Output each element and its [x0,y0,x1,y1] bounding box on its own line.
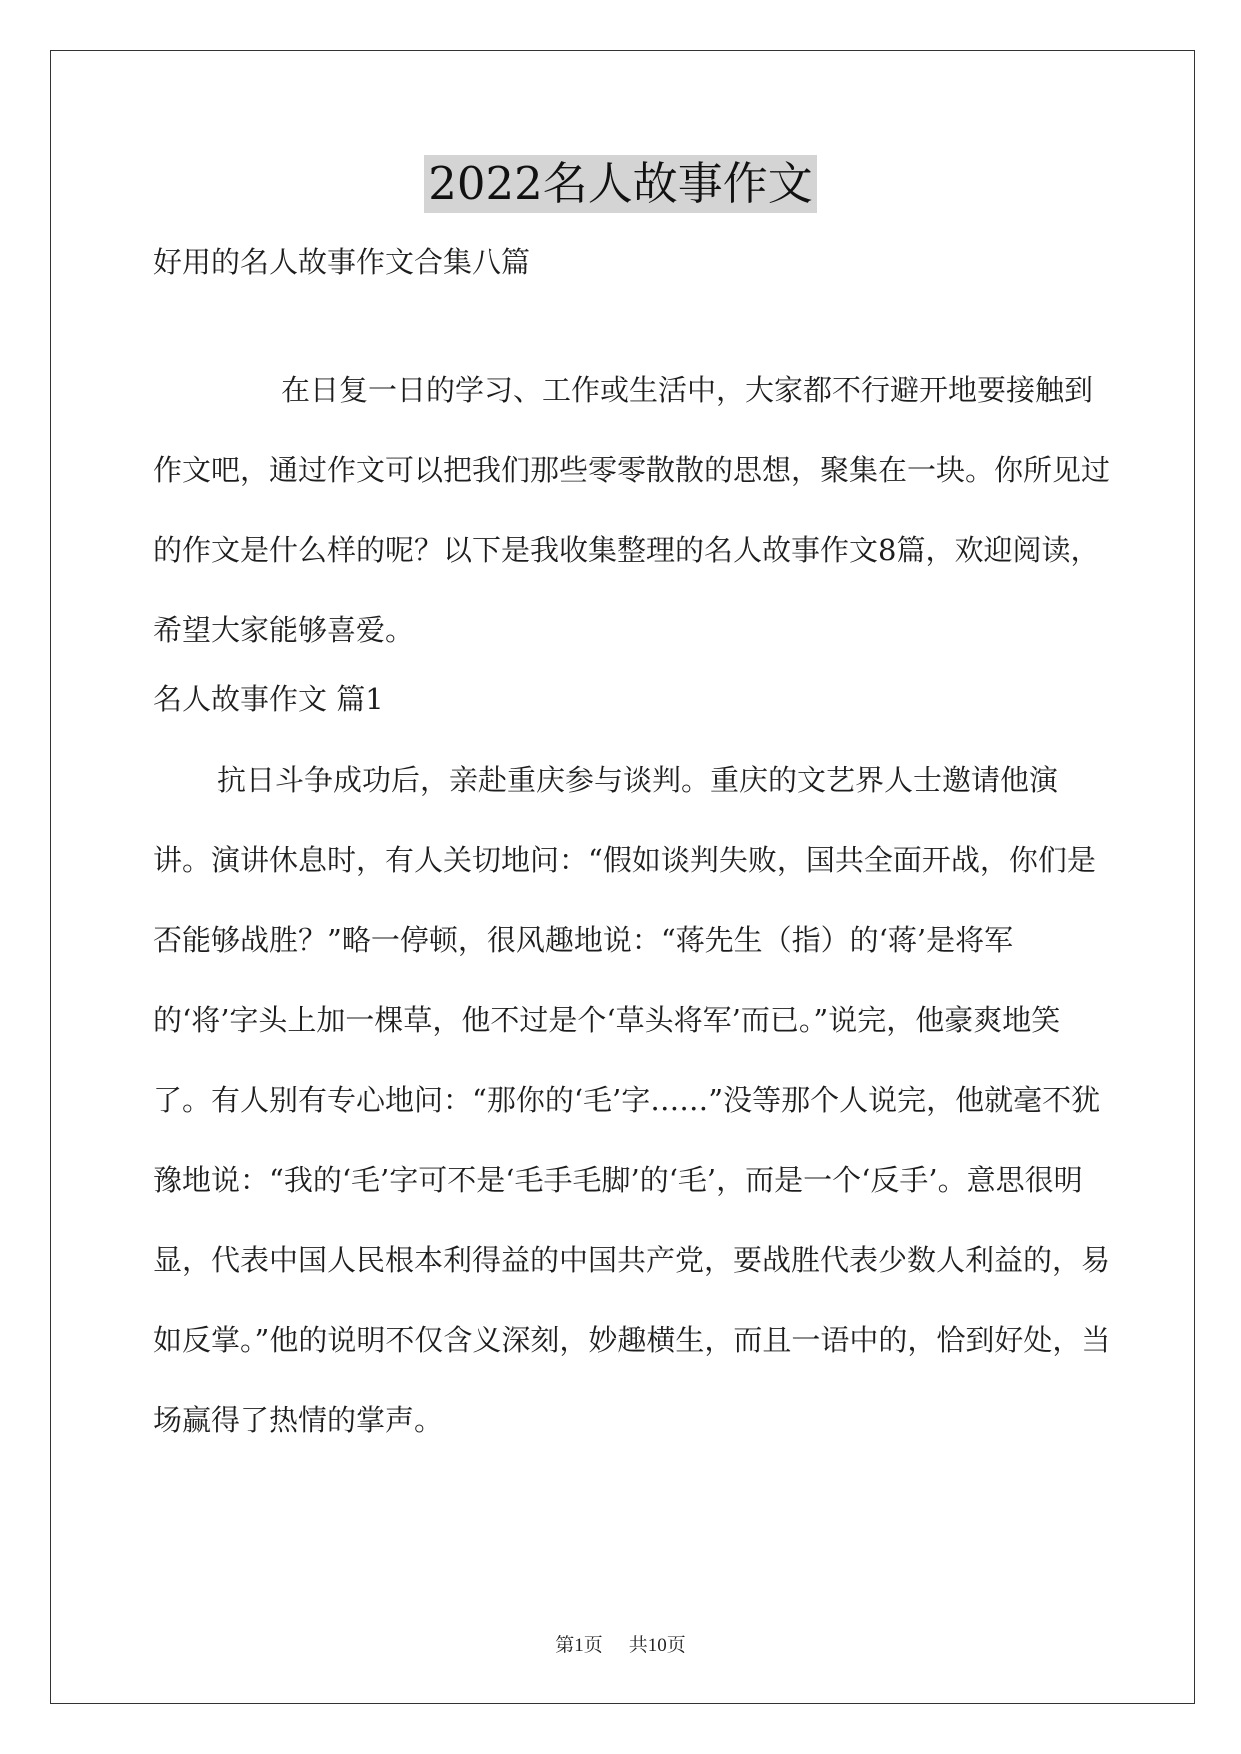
page-number-current: 第1页 [555,1635,603,1656]
document-subtitle: 好用的名人故事作文合集八篇 [153,245,531,279]
page-footer [0,1630,1241,1657]
page-number-total: 共10页 [628,1635,686,1656]
section-heading: 名人故事作文 篇1 [153,682,384,716]
title-container [0,155,1241,213]
document-title: 2022名人故事作文 [424,155,817,213]
story-paragraph: 抗日斗争成功后，亲赴重庆参与谈判。重庆的文艺界人士邀请他演讲。演讲休息时，有人关切地问：“假如谈判失败，国共全面开战，你们是否能够战胜？”略一停顿，很风趣地说：“蒋先生（指）的‘蒋’是将军的‘将’字头上加一棵草，他不过是个‘草头将军’而已。”说完，他豪爽地笑了。有人别有专心地问：“那你的‘毛’字……”没等那个人说完，他就毫不犹豫地说：“我的‘毛’字可不是‘毛手毛脚’的‘毛’，而是一个‘反手’。意思很明显，代表中国人民根本利得益的中国共产党，要战胜代表少数人利益的，易如反掌。”他的说明不仅含义深刻，妙趣横生，而且一语中的，恰到好处，当场赢得了热情的掌声。 [153,763,1111,1437]
intro-paragraph: 在日复一日的学习、工作或生活中，大家都不行避开地要接触到作文吧，通过作文可以把我们那些零零散散的思想，聚集在一块。你所见过的作文是什么样的呢？以下是我收集整理的名人故事作文8篇，欢迎阅读，希望大家能够喜爱。 [153,373,1111,647]
